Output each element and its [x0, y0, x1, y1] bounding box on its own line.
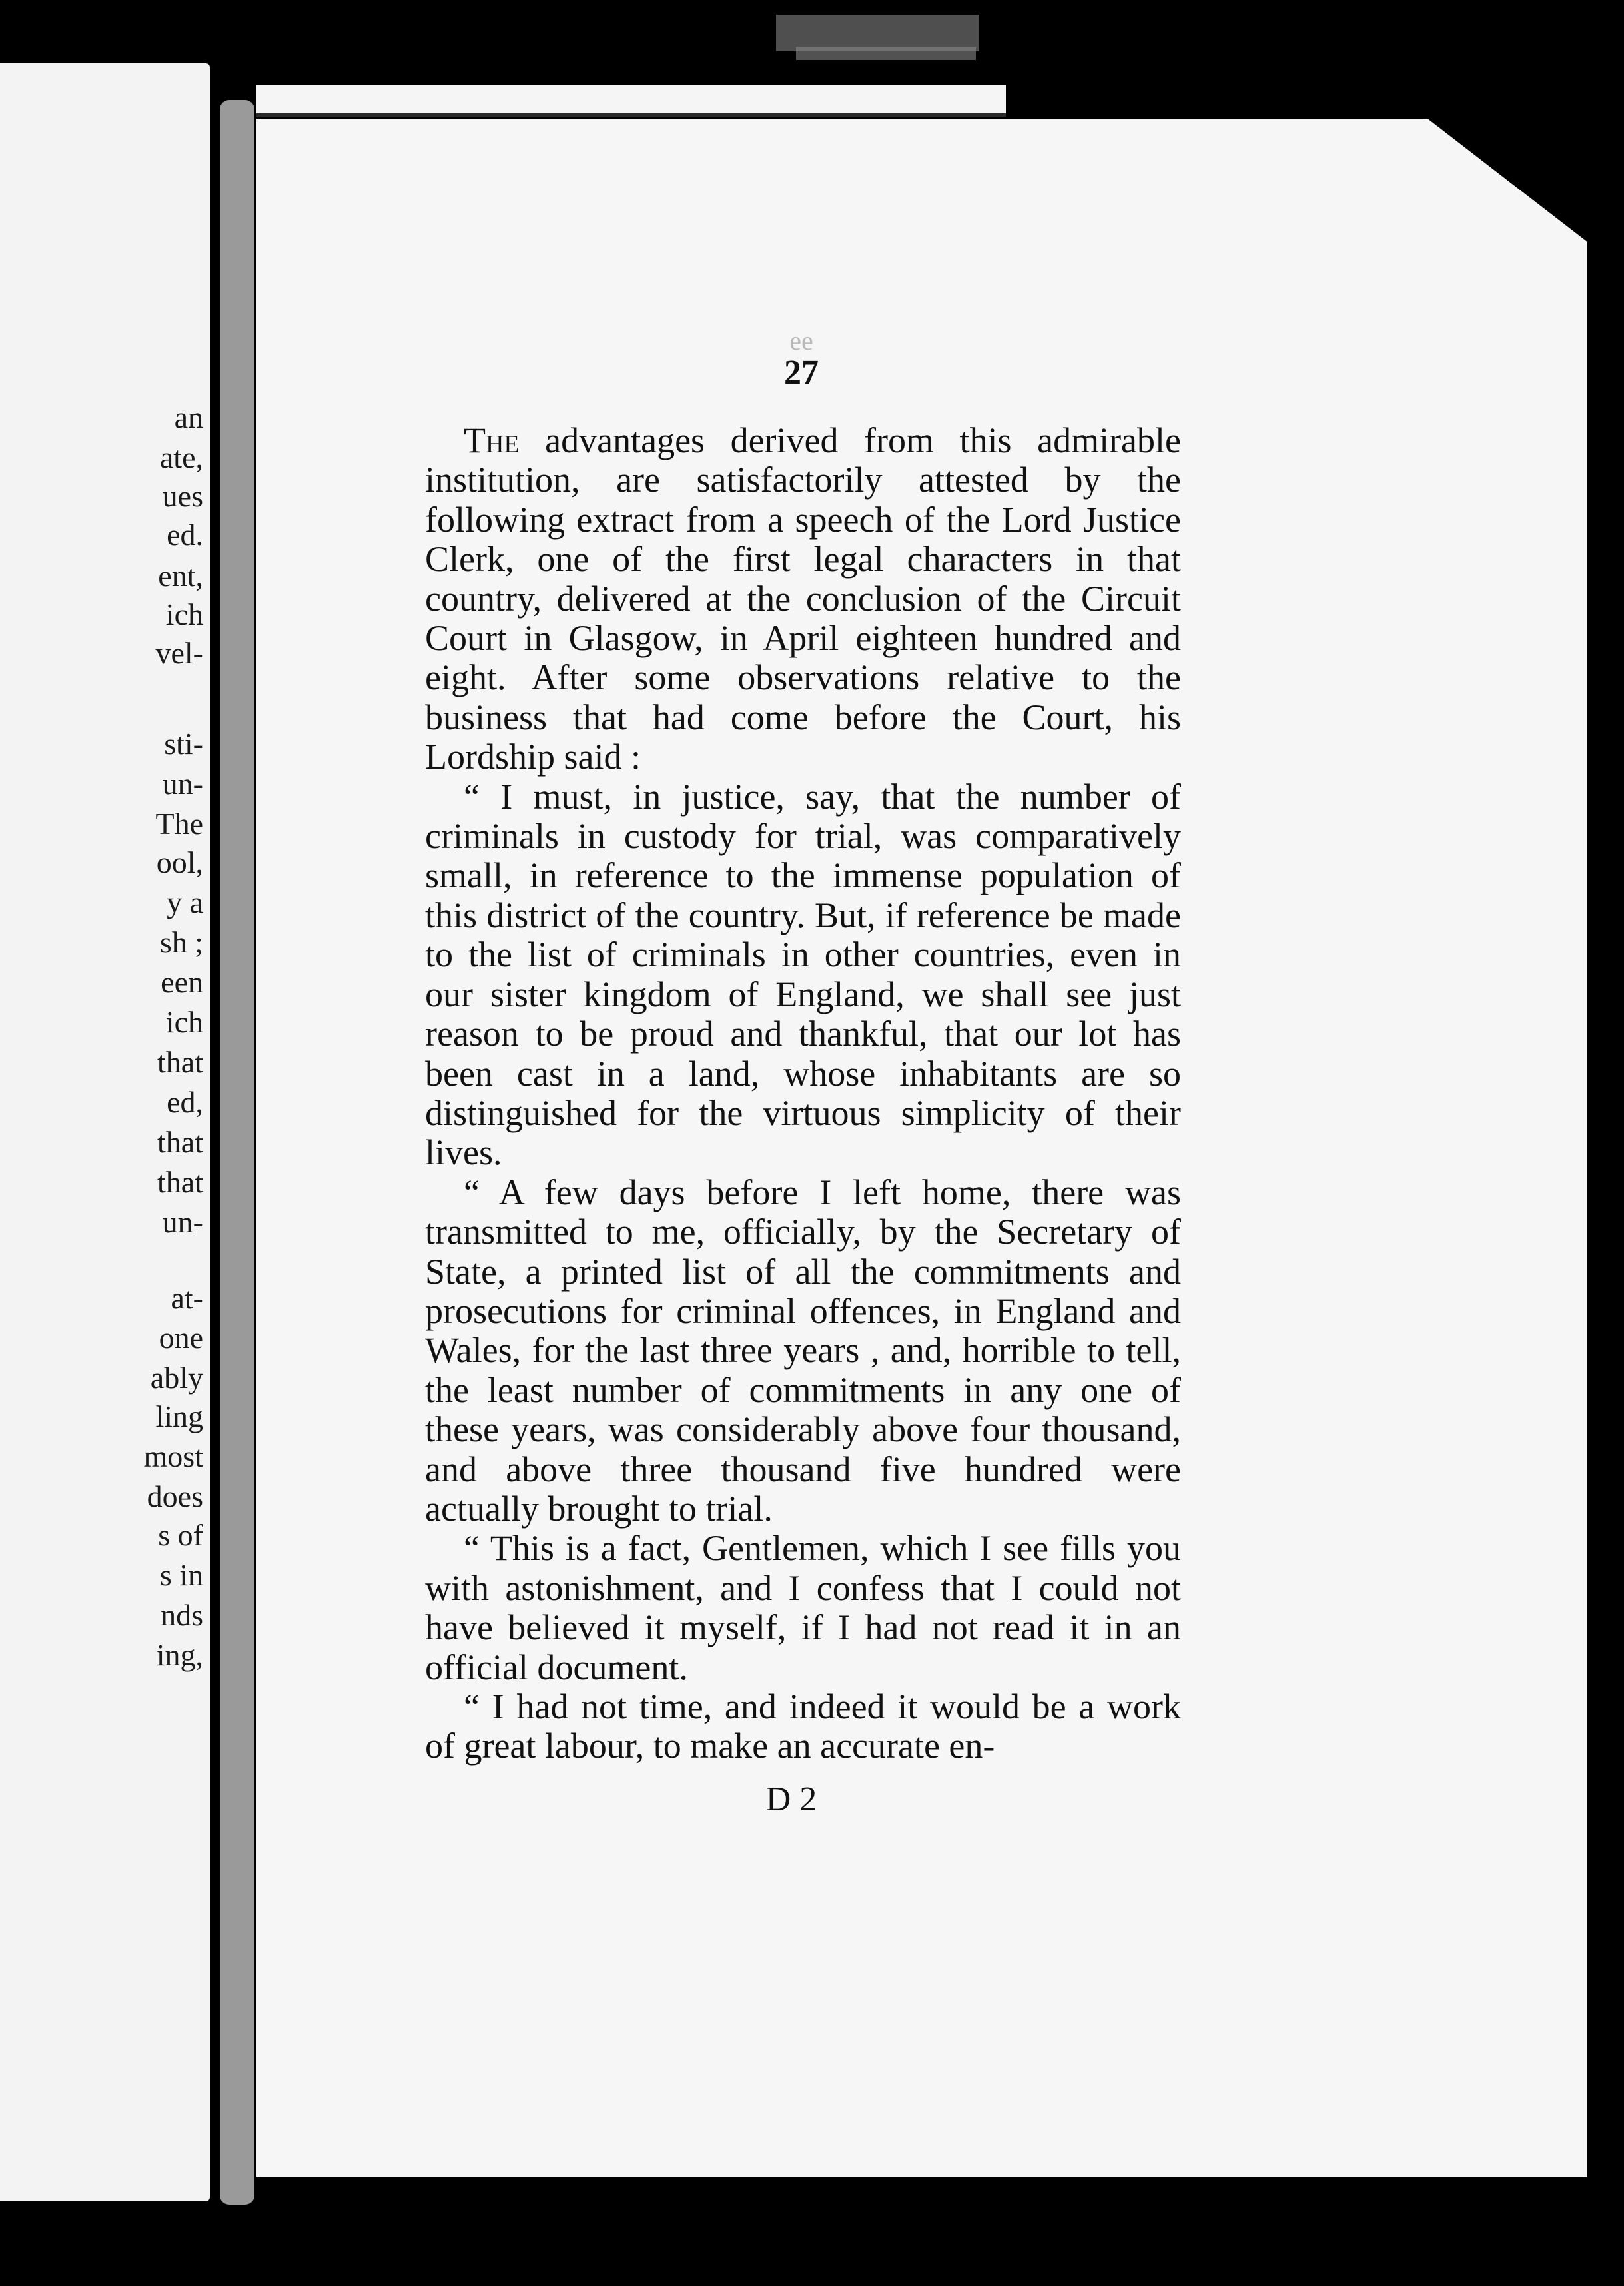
signature-mark: D 2: [765, 1780, 817, 1818]
left-page: [0, 63, 210, 2201]
bleed-through-text: ee: [789, 326, 813, 356]
page-top-strip: [256, 85, 1006, 117]
paragraph-text: “ I had not time, and indeed it would be a work of great labour, to make an accurate en-: [425, 1687, 1181, 1766]
left-page-line-fragment: ues: [162, 479, 203, 513]
left-page-line-fragment: y a: [167, 885, 203, 919]
left-page-line-fragment: at-: [171, 1281, 203, 1315]
left-page-line-fragment: that: [157, 1045, 203, 1079]
left-page-line-fragment: that: [157, 1165, 203, 1199]
left-page-line-fragment: een: [161, 965, 203, 999]
left-page-line-fragment: The: [155, 807, 203, 841]
left-page-line-fragment: one: [159, 1321, 203, 1355]
left-page-line-fragment: most: [143, 1439, 203, 1473]
left-page-line-fragment: s of: [158, 1518, 203, 1552]
paragraph-2: [425, 777, 1181, 1173]
paragraph-text: “ I must, in justice, say, that the number of criminals in custody for trial, was comparatively small, in reference to the immense population of this district of the country. But, if reference be made to the list of criminals in other countries, even in our sister kingdom of England, we shall see just reason to be proud and thankful, that our lot has been cast in a land, whose inhabitants are so distinguished for the virtuous simplicity of their lives.: [425, 776, 1181, 1173]
body-text: [425, 421, 1181, 1766]
left-page-line-fragment: that: [157, 1125, 203, 1159]
left-page-line-fragment: un-: [162, 767, 203, 801]
paragraph-5: [425, 1687, 1181, 1766]
library-stamp: [776, 15, 979, 51]
left-page-line-fragment: sh ;: [159, 925, 203, 959]
library-stamp-line: [796, 47, 976, 60]
left-page-line-fragment: un-: [162, 1205, 203, 1239]
paragraph-text: “ A few days before I left home, there was transmitted to me, officially, by the Secretary of State, a printed list of all the commitments and prosecutions for criminal offences, in England and Wales, for the last three years , and, horrible to tell, the least number of commitments in any one of these years, was considerably above four thousand, and above three thousand five hundred were actually brought to trial.: [425, 1172, 1181, 1529]
left-page-line-fragment: ling: [155, 1399, 203, 1433]
left-page-line-fragment: ich: [165, 1005, 203, 1039]
left-page-line-fragment: ed,: [167, 1085, 203, 1119]
left-page-line-fragment: does: [147, 1479, 203, 1513]
left-page-line-fragment: ool,: [156, 845, 203, 879]
paragraph-text: “ This is a fact, Gentlemen, which I see fills you with astonishment, and I confess that I could not have believed it myself, if I had not read it in an official document.: [425, 1528, 1181, 1687]
paragraph-text: advantages derived from this admirable institution, are satisfactorily attested by the following extract from a speech of the Lord Justice Clerk, one of the first legal characters in that country, delivered at the conclusion of the Circuit Court in Glasgow, in April eighteen hundred and eight. After some observations relative to the business that had come before the Court, his Lordship said :: [425, 420, 1181, 777]
left-page-line-fragment: sti-: [164, 727, 203, 761]
left-page-line-fragment: ate,: [159, 440, 203, 474]
left-page-line-fragment: nds: [161, 1598, 203, 1632]
left-page-line-fragment: ich: [165, 597, 203, 631]
left-page-line-fragment: vel-: [155, 636, 203, 670]
small-caps-lead: The: [464, 420, 520, 460]
left-page-line-fragment: ed.: [167, 518, 203, 552]
page-number: 27: [784, 354, 819, 392]
left-page-line-fragment: ent,: [158, 559, 203, 593]
paragraph-1: [425, 421, 1181, 777]
paragraph-4: [425, 1529, 1181, 1687]
left-page-line-fragment: ably: [150, 1361, 203, 1395]
left-page-line-fragment: s in: [159, 1558, 203, 1592]
book-gutter: [220, 100, 254, 2205]
paragraph-3: [425, 1173, 1181, 1529]
left-page-line-fragment: an: [174, 400, 203, 434]
left-page-line-fragment: ing,: [156, 1638, 203, 1672]
